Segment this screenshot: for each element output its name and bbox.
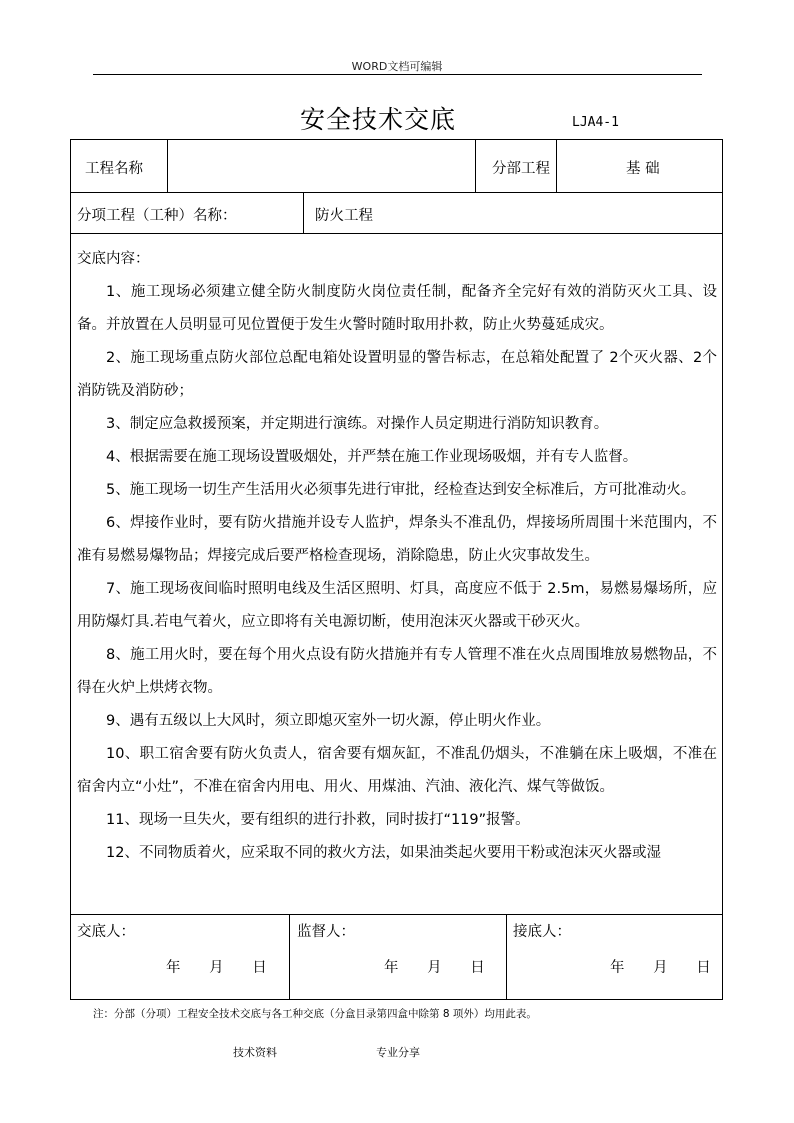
form-code: LJA4-1	[572, 115, 619, 130]
col-divider	[556, 140, 557, 192]
division-value: 基 础	[626, 161, 660, 177]
content-paragraph: 8、施工用火时，要在每个用火点设有防火措施并有专人管理不准在火点周围堆放易燃物品，不得在火炉上烘烤衣物。	[77, 647, 717, 696]
footer-left: 技术资料	[233, 1046, 277, 1059]
content-label: 交底内容：	[77, 251, 150, 267]
content-paragraph: 6、焊接作业时，要有防火措施并设专人监护，焊条头不准乱仍，焊接场所周围十米范围内，不准有易燃易爆物品；焊接完成后要严格检查现场，消除隐患，防止火灾事故发生。	[77, 515, 717, 564]
content-paragraph: 3、制定应急救援预案，并定期进行演练。对操作人员定期进行消防知识教育。	[106, 416, 609, 432]
receiver-label: 接底人：	[513, 924, 571, 940]
content-paragraph: 2、施工现场重点防火部位总配电箱处设置明显的警告标志，在总箱处配置了 2个灭火器、2个消防铣及消防砂；	[77, 350, 717, 399]
content-paragraph: 4、根据需要在施工现场设置吸烟处，并严禁在施工作业现场吸烟，并有专人监督。	[106, 449, 638, 465]
project-name-label: 工程名称	[85, 161, 143, 177]
supervisor-label: 监督人：	[297, 924, 355, 940]
col-divider	[506, 914, 507, 1000]
subitem-value: 防火工程	[315, 208, 373, 224]
content-paragraph: 11、现场一旦失火，要有组织的进行扑救，同时拔打“119”报警。	[106, 812, 530, 828]
col-divider	[475, 140, 476, 192]
col-divider	[289, 914, 290, 1000]
content-paragraph: 12、不同物质着火，应采取不同的救火方法，如果油类起火要用干粉或泡沫灭火器或湿	[106, 845, 661, 861]
receiver-date: 年 月 日	[610, 960, 711, 976]
document-title: 安全技术交底	[300, 105, 457, 134]
col-divider	[303, 192, 304, 233]
footer-right: 专业分享	[376, 1046, 420, 1059]
subitem-label: 分项工程（工种）名称：	[77, 208, 237, 224]
content-paragraph: 1、施工现场必须建立健全防火制度防火岗位责任制，配备齐全完好有效的消防灭火工具、设备。并放置在人员明显可见位置便于发生火警时随时取用扑救，防止火势蔓延成灾。	[77, 284, 717, 333]
presenter-label: 交底人：	[77, 924, 135, 940]
row-divider	[71, 192, 722, 193]
header-divider	[93, 74, 702, 75]
content-paragraph: 5、施工现场一切生产生活用火必须事先进行审批，经检查达到安全标准后，方可批准动火。	[106, 482, 696, 498]
page-header: WORD文档可编辑	[351, 60, 443, 73]
presenter-date: 年 月 日	[166, 960, 267, 976]
disclosure-content	[77, 243, 717, 870]
row-divider	[71, 233, 722, 234]
division-label: 分部工程	[492, 161, 550, 177]
disclosure-form	[70, 139, 723, 1000]
content-paragraph: 7、施工现场夜间临时照明电线及生活区照明、灯具，高度应不低于 2.5m，易燃易爆场所，应用防爆灯具.若电气着火，应立即将有关电源切断，使用泡沫灭火器或干砂灭火。	[77, 581, 717, 630]
supervisor-date: 年 月 日	[384, 960, 485, 976]
content-paragraph: 10、职工宿舍要有防火负责人，宿舍要有烟灰缸，不准乱仍烟头，不准躺在床上吸烟，不准在宿舍内立“小灶”，不准在宿舍内用电、用火、用煤油、汽油、液化汽、煤气等做饭。	[77, 746, 717, 795]
col-divider	[167, 140, 168, 192]
content-paragraph: 9、遇有五级以上大风时，须立即熄灭室外一切火源，停止明火作业。	[106, 713, 551, 729]
row-divider	[71, 914, 722, 915]
form-note: 注：分部（分项）工程安全技术交底与各工种交底（分盒目录第四盒中除第 8 项外）均用此表。	[93, 1008, 537, 1020]
